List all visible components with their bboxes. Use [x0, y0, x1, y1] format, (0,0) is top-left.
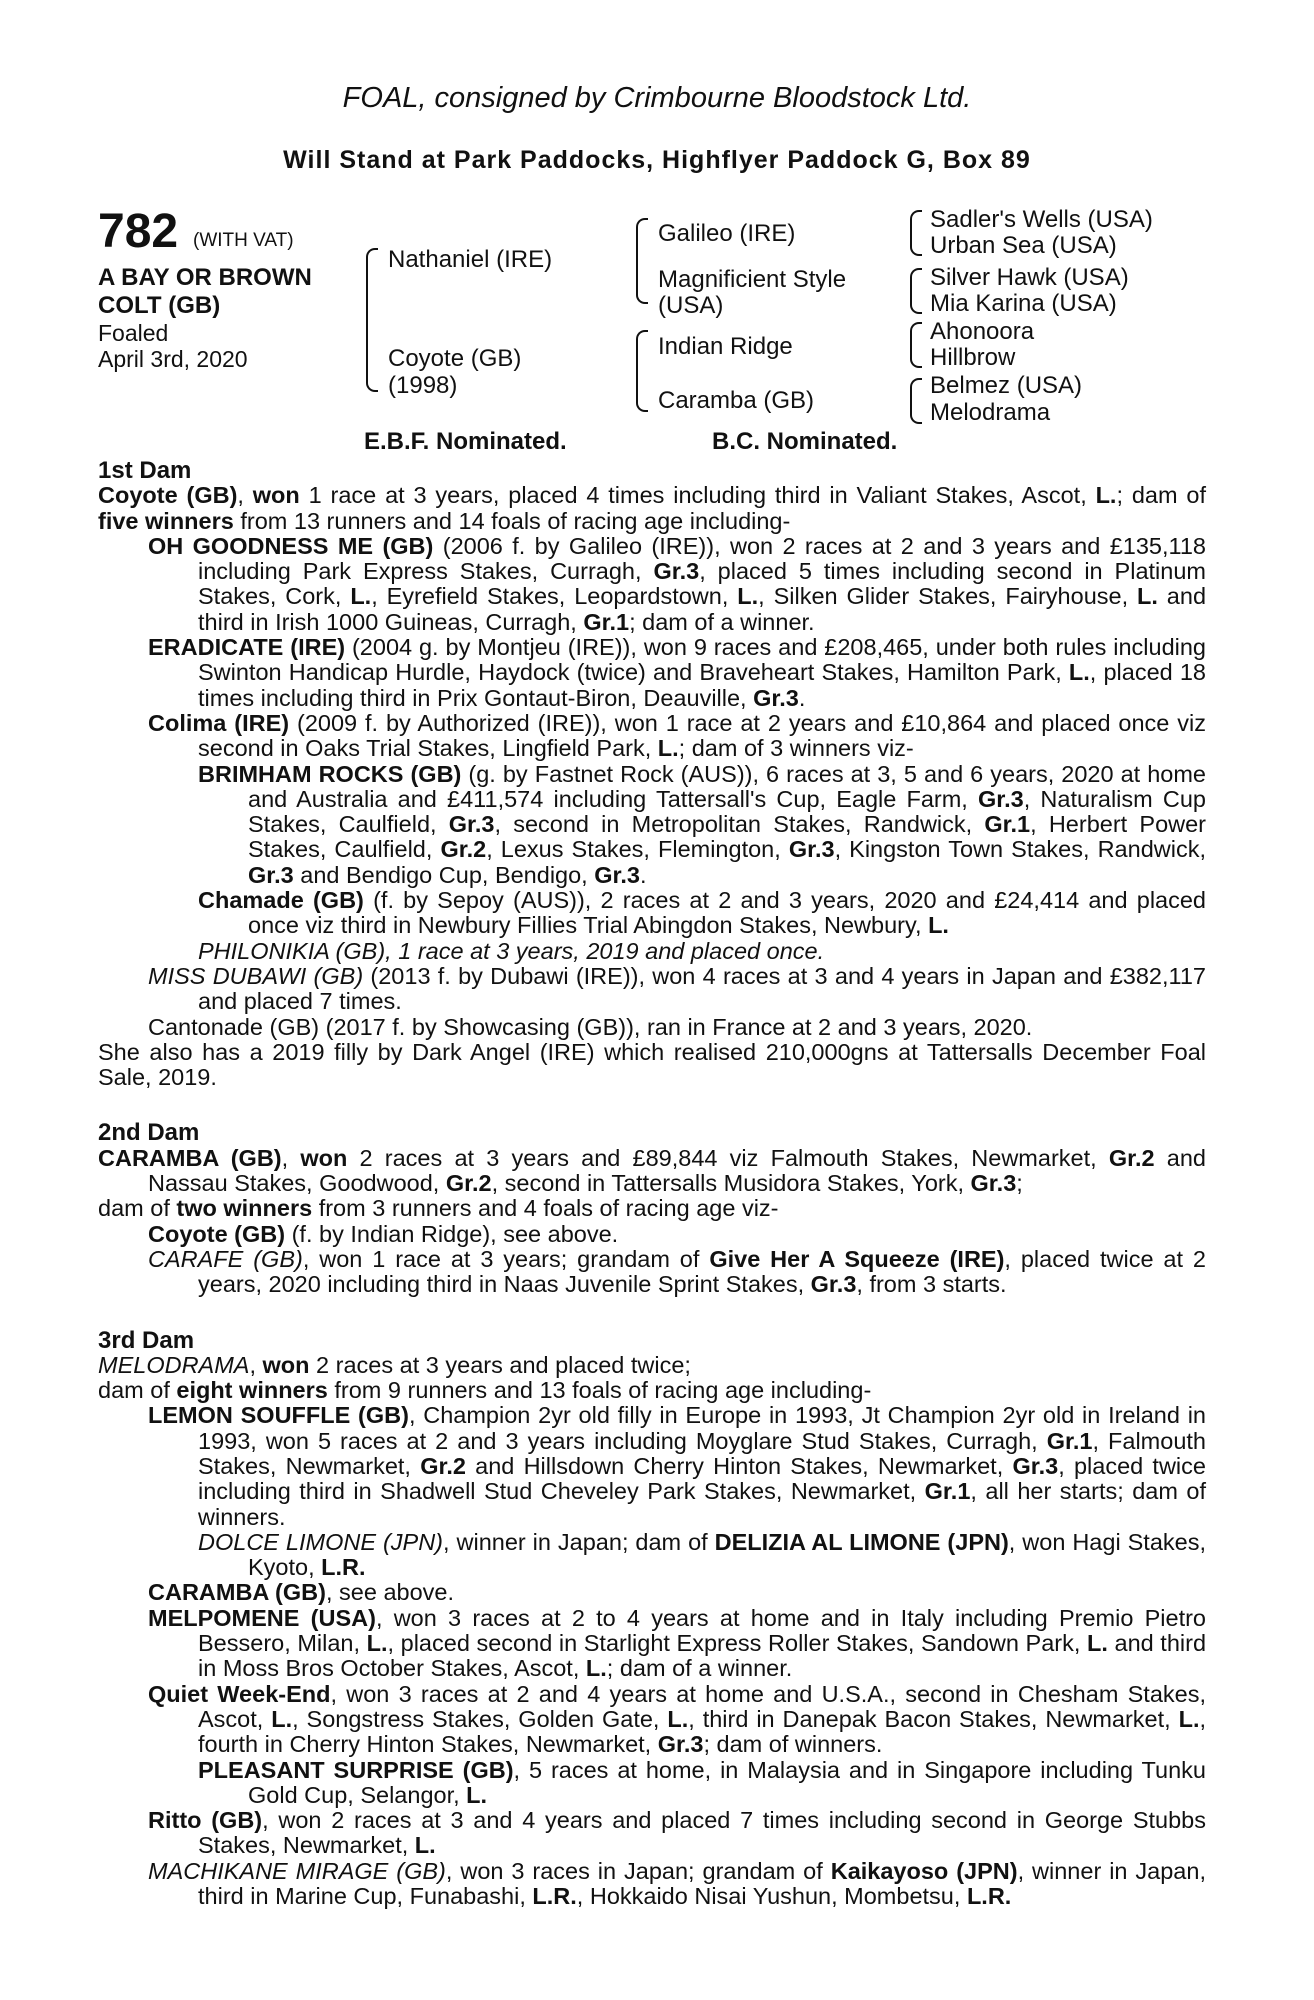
text-run: , Hokkaido Nisai Yushun, Mombetsu, [576, 1883, 967, 1910]
text-run: and third in Moss Bros October Stakes, Ascot, [198, 1630, 1207, 1682]
text-run: (f. by Sepoy (AUS)), 2 races at 2 and 3 years, 2020 and £24,414 and placed once viz third in Newbury Fillies Trial Abingdon Stakes, Newbury, [248, 887, 1207, 939]
bold-text: Give Her A Squeeze (IRE) [709, 1245, 1005, 1272]
bold-text: L. [928, 912, 949, 939]
stand-location: Will Stand at Park Paddocks, Highflyer Paddock G, Box 89 [283, 146, 1031, 174]
bold-text: Gr.3 [594, 861, 640, 888]
text-run: and Bendigo Cup, Bendigo, [293, 861, 595, 888]
text-run: (2006 f. by Galileo (IRE)), won 2 races at 2 and 3 years and £135,118 including Park Express Stakes, Curragh, [198, 532, 1206, 585]
bold-text: Gr.3 [788, 836, 835, 863]
bold-text: Gr.3 [448, 811, 495, 838]
section-heading: 1st Dam [98, 457, 192, 484]
text-run: , see above. [325, 1579, 455, 1606]
foaled-date: April 3rd, 2020 [98, 346, 248, 372]
dam-parents-brace [636, 330, 648, 412]
pedigree-entry [98, 964, 1206, 1015]
text-run: , Songstress Stakes, Golden Gate, [292, 1705, 668, 1732]
text-run: , [237, 482, 253, 509]
text-run: and Nassau Stakes, Goodwood, [148, 1144, 1206, 1197]
pedigree-entry [98, 1353, 1206, 1378]
text-run: and Hillsdown Cherry Hinton Stakes, Newmarket, [465, 1452, 1013, 1479]
text-run: , placed twice including third in Shadwell Stud Cheveley Park Stakes, Newmarket, [198, 1452, 1206, 1505]
section-gap [98, 1298, 1206, 1322]
brace-3c [910, 322, 922, 368]
bold-text: Gr.1 [583, 608, 630, 635]
text-run: ; [1016, 1170, 1023, 1197]
ebf-nominated: E.B.F. Nominated. [364, 428, 567, 455]
italic-text: DOLCE LIMONE (JPN) [198, 1528, 444, 1555]
bold-text: L. [1068, 659, 1090, 686]
text-run: dam of [98, 1195, 177, 1222]
text-run: , Naturalism Cup Stakes, Caulfield, [248, 785, 1207, 838]
bold-text: L. [271, 1705, 293, 1732]
pedigree-ssd: Urban Sea (USA) [930, 232, 1117, 259]
brace-3d [910, 378, 922, 424]
bold-text: Gr.2 [420, 1452, 466, 1479]
text-run: . [639, 861, 647, 888]
text-run: ; dam of [1116, 482, 1206, 509]
italic-text: CARAFE (GB) [148, 1245, 303, 1272]
bold-text: CARAMBA (GB) [98, 1144, 282, 1171]
text-run: , Eyrefield Stakes, Leopardstown, [371, 583, 738, 610]
sire-parents-brace [636, 218, 648, 304]
pedigree-sire-dam-line1: Magnificient Style [658, 266, 847, 293]
text-run: ; dam of a winner. [606, 1655, 793, 1682]
text-run: (2013 f. by Dubawi (IRE)), won 4 races at 3 and 4 years in Japan and £382,117 and placed 7 times. [198, 962, 1206, 1015]
bold-text: Ritto (GB) [148, 1807, 263, 1834]
pedigree-sire-sire: Galileo (IRE) [658, 220, 796, 247]
text-run: , won 3 races at 2 to 4 years at home and in Italy including Premio Pietro Bessero, Milan, [198, 1604, 1207, 1657]
bold-text: L. [350, 583, 372, 610]
pedigree-ddd: Melodrama [930, 399, 1051, 426]
text-run: , Herbert Power Stakes, Caulfield, [248, 811, 1207, 863]
text-run: , won 3 races at 2 and 4 years at home and U.S.A., second in Chesham Stakes, Ascot, [198, 1680, 1207, 1732]
text-run: , [281, 1144, 301, 1171]
bold-text: L. [585, 1655, 607, 1682]
text-run: (2004 g. by Montjeu (IRE)), won 9 races and £208,465, under both rules including Swinton Handicap Hurdle, Haydock (twice) and Braveheart Stakes, Hamilton Park, [198, 634, 1206, 686]
text-run: ; dam of a winner. [629, 608, 815, 635]
italic-text: PHILONIKIA (GB) [198, 937, 386, 964]
pedigree-dsd: Hillbrow [930, 344, 1016, 371]
pedigree-entry [98, 1580, 1206, 1605]
section-gap [98, 1090, 1206, 1114]
foal-consignor-title: FOAL, consigned by Crimbourne Bloodstock Ltd. [342, 82, 972, 114]
bold-text: CARAMBA (GB) [148, 1579, 326, 1606]
bold-text: L. [466, 1781, 488, 1808]
lot-description-line2: COLT (GB) [98, 292, 221, 319]
bold-text: Gr.2 [440, 836, 487, 863]
bold-text: five winners [98, 507, 234, 534]
bold-text: Gr.3 [810, 1271, 857, 1298]
bold-text: DELIZIA AL LIMONE (JPN) [714, 1528, 1009, 1555]
text-run: , placed 18 times including third in Prix Gontaut-Biron, Deauville, [198, 659, 1206, 711]
text-run: 2 races at 3 years and £89,844 viz Falmouth Stakes, Newmarket, [347, 1144, 1109, 1171]
text-run: , fourth in Cherry Hinton Stakes, Newmarket, [198, 1705, 1207, 1758]
bold-text: Gr.3 [653, 558, 700, 585]
pedigree-entry [98, 711, 1206, 762]
bold-text: Colima (IRE) [148, 709, 290, 736]
bold-text: Gr.3 [248, 861, 294, 888]
bold-text: L. [657, 735, 679, 762]
bold-text: L. [414, 1832, 436, 1859]
pedigree-sire: Nathaniel (IRE) [388, 246, 553, 273]
bold-text: L. [1087, 1630, 1108, 1657]
bold-text: Gr.2 [1108, 1144, 1155, 1171]
text-run: 2 races at 3 years and placed twice; [309, 1351, 691, 1378]
bold-text: L. [1137, 583, 1158, 610]
bold-text: Chamade (GB) [198, 887, 364, 914]
bold-text: PLEASANT SURPRISE (GB) [198, 1756, 514, 1783]
text-run: , winner in Japan; dam of [443, 1528, 715, 1555]
text-run: , winner in Japan, third in Marine Cup, Funabashi, [198, 1857, 1206, 1910]
bold-text: Gr.3 [978, 785, 1024, 812]
pedigree-entry [98, 1859, 1206, 1910]
text-run: , third in Danepak Bacon Stakes, Newmarket, [688, 1705, 1179, 1732]
text-run: . [798, 684, 806, 711]
lot-description-line1: A BAY OR BROWN [98, 264, 312, 291]
bold-text: Quiet Week-End [148, 1680, 331, 1707]
pedigree-dam-year: (1998) [388, 372, 458, 399]
pedigree-dam: Coyote (GB) [388, 345, 522, 372]
bold-text: Gr.1 [984, 811, 1031, 838]
text-run: ; dam of 3 winners viz- [678, 735, 914, 762]
text-run: , placed twice at 2 years, 2020 including third in Naas Juvenile Sprint Stakes, [198, 1245, 1206, 1298]
pedigree-entry [98, 1758, 1206, 1809]
bold-text: Gr.3 [753, 684, 799, 711]
bold-text: Gr.3 [657, 1731, 704, 1758]
bold-text: Gr.1 [924, 1478, 971, 1505]
text-run: , Falmouth Stakes, Newmarket, [198, 1427, 1206, 1479]
bold-text: LEMON SOUFFLE (GB) [148, 1402, 409, 1429]
text-run: , won Hagi Stakes, Kyoto, [248, 1528, 1206, 1581]
text-run: , from 3 starts. [856, 1271, 1007, 1298]
pedigree-entry [98, 1222, 1206, 1247]
pedigree-entry [98, 1040, 1206, 1091]
text-run: , placed 5 times including second in Platinum Stakes, Cork, [198, 558, 1206, 610]
text-run: and third in Irish 1000 Guineas, Curragh, [198, 583, 1207, 635]
pedigree-entry [98, 1530, 1206, 1581]
text-run: from 3 runners and 4 foals of racing age viz- [312, 1195, 779, 1222]
pedigree-sire-dam-line2: (USA) [658, 292, 724, 319]
bold-text: won [300, 1144, 348, 1171]
text-run: dam of [98, 1377, 177, 1404]
text-run: from 13 runners and 14 foals of racing age including- [233, 507, 791, 534]
section-heading: 3rd Dam [98, 1326, 195, 1354]
text-run: , placed second in Starlight Express Roller Stakes, Sandown Park, [387, 1630, 1088, 1657]
pedigree-entry [98, 1146, 1206, 1197]
pedigree-entry [98, 1808, 1206, 1859]
bold-text: ERADICATE (IRE) [148, 634, 346, 661]
bold-text: L. [1095, 482, 1117, 509]
pedigree-sds: Silver Hawk (USA) [930, 264, 1129, 291]
italic-text: MELODRAMA [98, 1351, 250, 1378]
text-run: (f. by Indian Ridge), see above. [285, 1220, 619, 1247]
text-run: , won 1 race at 3 years; grandam of [302, 1245, 710, 1272]
italic-text: MISS DUBAWI (GB) [148, 962, 364, 989]
pedigree-dss: Ahonoora [930, 318, 1035, 345]
text-run: , Lexus Stakes, Flemington, [486, 836, 789, 863]
text-run: , Champion 2yr old filly in Europe in 1993, Jt Champion 2yr old in Ireland in 1993, won 5 races at 2 and 3 years including Moyglare Stud Stakes, Curragh, [198, 1402, 1206, 1454]
bold-text: L.R. [532, 1883, 577, 1910]
bold-text: won [252, 482, 300, 509]
pedigree-entry [98, 1196, 1206, 1221]
pedigree-entry [98, 939, 1206, 964]
text-run: , second in Metropolitan Stakes, Randwick, [494, 811, 985, 838]
bc-nominated: B.C. Nominated. [712, 428, 898, 455]
section-heading: 2nd Dam [98, 1119, 200, 1147]
pedigree-entry [98, 888, 1206, 939]
text-run: ; dam of winners. [703, 1731, 883, 1758]
pedigree-entry [98, 1015, 1206, 1040]
text-run: (2009 f. by Authorized (IRE)), won 1 race at 2 years and £10,864 and placed once viz second in Oaks Trial Stakes, Lingfield Park, [198, 709, 1206, 762]
text-run: , won 2 races at 3 and 4 years and placed 7 times including second in George Stubbs Stakes, Newmarket, [198, 1807, 1206, 1859]
bold-text: OH GOODNESS ME (GB) [148, 532, 434, 559]
bold-text: eight winners [176, 1377, 328, 1404]
sire-dam-brace [366, 248, 378, 392]
text-run: , all her starts; dam of winners. [198, 1478, 1206, 1530]
italic-text: , 1 race at 3 years, 2019 and placed once. [385, 937, 825, 964]
bold-text: two winners [176, 1195, 313, 1222]
pedigree-entry [98, 534, 1206, 635]
text-run: , won 3 races in Japan; grandam of [445, 1857, 831, 1884]
pedigree-entry [98, 635, 1206, 711]
bold-text: MELPOMENE (USA) [148, 1604, 376, 1631]
pedigree-entry [98, 1682, 1206, 1758]
bold-text: Gr.3 [1012, 1452, 1059, 1479]
brace-3a [910, 210, 922, 256]
bold-text: Coyote (GB) [148, 1220, 286, 1247]
text-run: , second in Tattersalls Musidora Stakes, York, [491, 1170, 971, 1197]
bold-text: Gr.1 [1046, 1427, 1093, 1454]
brace-3b [910, 268, 922, 314]
bold-text: L. [667, 1705, 689, 1732]
text-run: Cantonade (GB) (2017 f. by Showcasing (GB)), ran in France at 2 and 3 years, 2020. [148, 1013, 1033, 1040]
pedigree-dds: Belmez (USA) [930, 372, 1083, 399]
bold-text: won [262, 1351, 310, 1378]
pedigree-entry [98, 1247, 1206, 1298]
text-run: , [249, 1351, 263, 1378]
pedigree-entry [98, 483, 1206, 534]
text-run: from 9 runners and 13 foals of racing age including- [327, 1377, 872, 1404]
bold-text: L.R. [966, 1883, 1012, 1910]
bold-text: L. [737, 583, 759, 610]
bold-text: L. [366, 1630, 388, 1657]
text-run: She also has a 2019 filly by Dark Angel (IRE) which realised 210,000gns at Tattersalls December Foal Sale, 2019. [98, 1038, 1206, 1091]
foaled-label: Foaled [98, 320, 169, 346]
bold-text: BRIMHAM ROCKS (GB) [198, 760, 462, 787]
text-run: 1 race at 3 years, placed 4 times including third in Valiant Stakes, Ascot, [299, 482, 1096, 509]
bold-text: L.R. [321, 1554, 366, 1581]
italic-text: MACHIKANE MIRAGE (GB) [148, 1857, 446, 1884]
text-run: , 5 races at home, in Malaysia and in Singapore including Tunku Gold Cup, Selangor, [248, 1756, 1206, 1808]
catalogue-body [98, 452, 1206, 1909]
pedigree-entry [98, 762, 1206, 888]
text-run: , Silken Glider Stakes, Fairyhouse, [758, 583, 1138, 610]
bold-text: Gr.3 [970, 1170, 1017, 1197]
pedigree-dam-sire: Indian Ridge [658, 333, 793, 360]
pedigree-entry [98, 1378, 1206, 1403]
bold-text: L. [1178, 1705, 1200, 1732]
bold-text: Gr.2 [445, 1170, 492, 1197]
pedigree-sss: Sadler's Wells (USA) [930, 206, 1153, 233]
pedigree-sdd: Mia Karina (USA) [930, 290, 1117, 317]
bold-text: Coyote (GB) [98, 482, 238, 509]
pedigree-entry [98, 1606, 1206, 1682]
bold-text: Kaikayoso (JPN) [830, 1857, 1018, 1884]
pedigree-dam-dam: Caramba (GB) [658, 387, 815, 414]
vat-note: (WITH VAT) [193, 230, 294, 251]
text-run: (g. by Fastnet Rock (AUS)), 6 races at 3, 5 and 6 years, 2020 at home and Australia and £411,574 including Tattersall's Cup, Eagle Farm, [248, 760, 1207, 812]
text-run: , Kingston Town Stakes, Randwick, [834, 836, 1206, 863]
lot-number: 782 [98, 205, 179, 258]
pedigree-entry [98, 1403, 1206, 1529]
